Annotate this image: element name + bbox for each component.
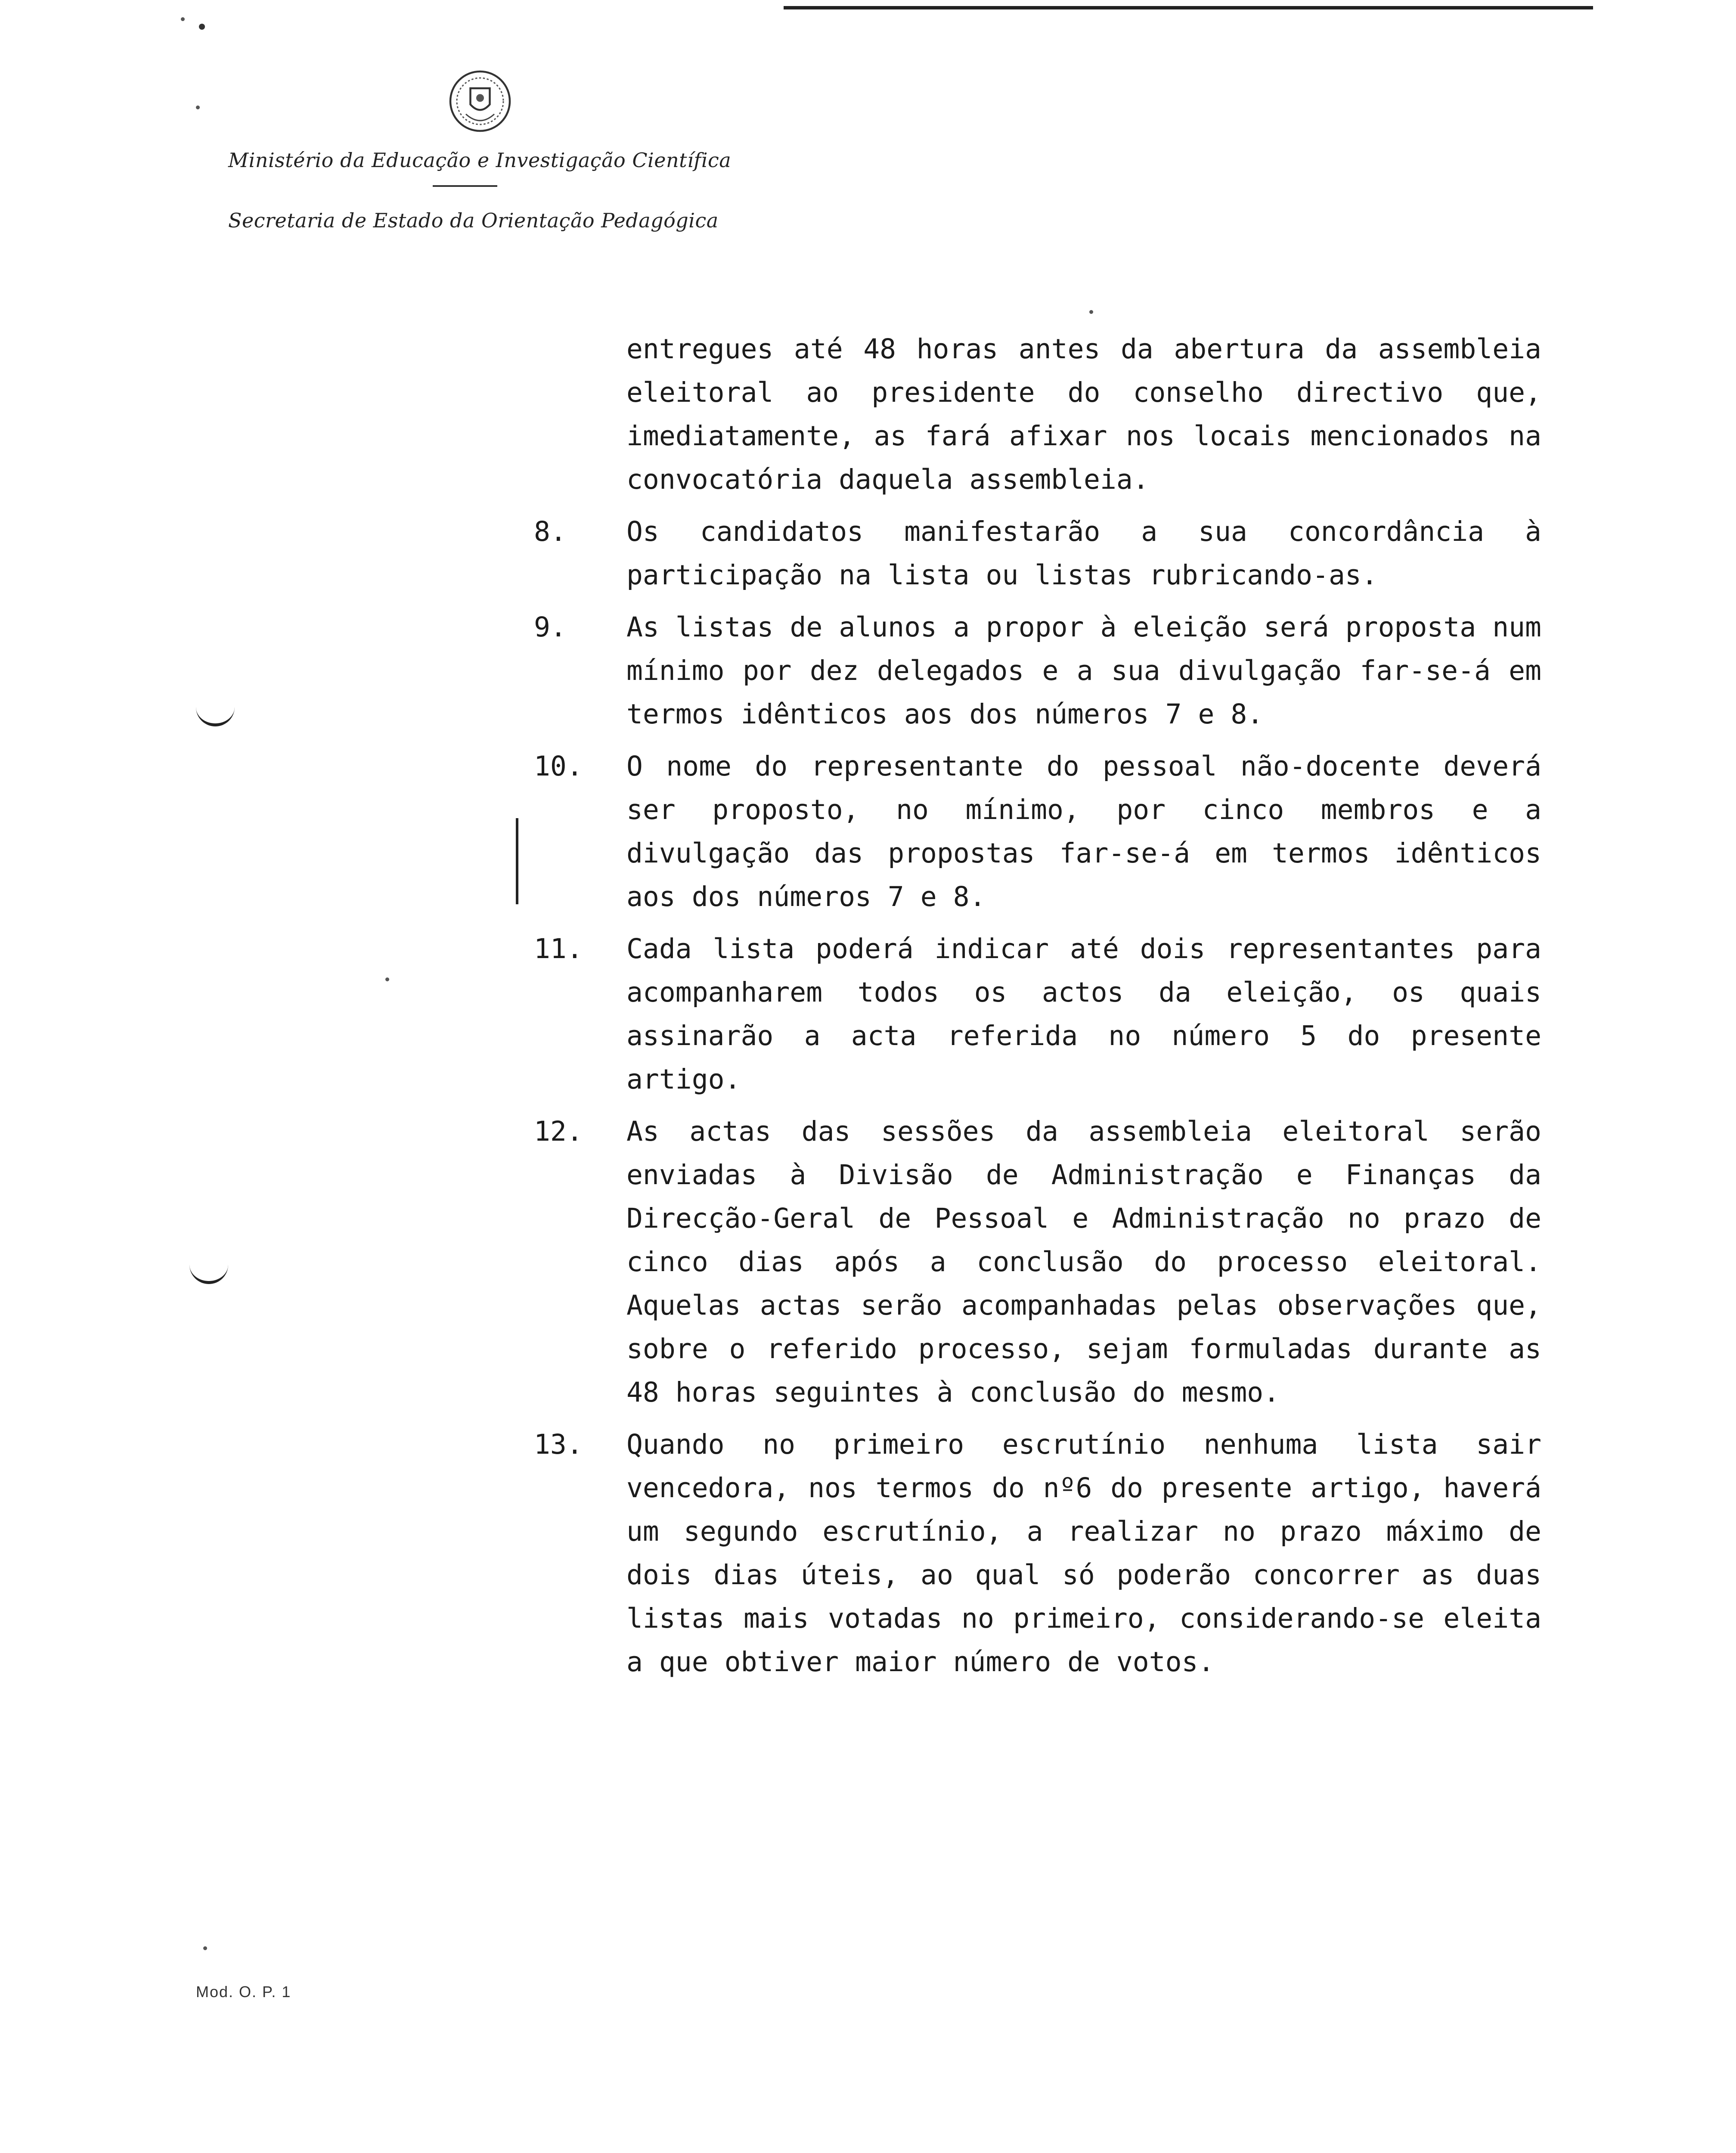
- paragraph-number: 13.: [534, 1429, 583, 1460]
- scan-speck: [385, 977, 389, 981]
- margin-bracket-mark: [196, 706, 235, 726]
- paragraph-text: Os candidatos manifestarão a sua concordância à participação na lista ou listas rubricando-as.: [626, 516, 1541, 591]
- scan-speck: [1089, 310, 1093, 314]
- paragraph-continuation: [534, 327, 1541, 501]
- scan-speck: [196, 105, 200, 109]
- coat-of-arms-seal-icon: [448, 69, 512, 133]
- paragraph-13: [534, 1423, 1541, 1684]
- paragraph-number: 8.: [534, 516, 567, 547]
- scan-speck: [199, 24, 205, 30]
- paragraph-number: 11.: [534, 933, 583, 965]
- paragraph-9: [534, 605, 1541, 736]
- header-divider: [433, 185, 497, 187]
- paragraph-12: [534, 1110, 1541, 1414]
- margin-vertical-mark: [516, 818, 518, 904]
- paragraph-11: [534, 927, 1541, 1101]
- paragraph-text: As actas das sessões da assembleia eleitoral serão enviadas à Divisão de Administração e Finanças da Direcção-Geral de Pessoal e Administração no prazo de cinco dias após a conclusão do processo eleitoral. Aquelas actas serão acompanhadas pelas observações que, sobre o referido processo, sejam formuladas durante as 48 horas seguintes à conclusão do mesmo.: [626, 1116, 1541, 1408]
- paragraph-number: 10.: [534, 751, 583, 782]
- document-body: [534, 327, 1541, 1692]
- paragraph-text: entregues até 48 horas antes da abertura da assembleia eleitoral ao presidente do conselho directivo que, imediatamente, as fará afixar nos locais mencionados na convocatória daquela assembleia.: [626, 333, 1541, 495]
- top-edge-rule: [784, 6, 1593, 9]
- paragraph-number: 12.: [534, 1116, 583, 1147]
- paragraph-number: 9.: [534, 611, 567, 643]
- margin-bracket-mark: [189, 1264, 228, 1284]
- scan-speck: [181, 17, 185, 21]
- form-code-footer: Mod. O. P. 1: [196, 1983, 291, 2001]
- paragraph-text: As listas de alunos a propor à eleição será proposta num mínimo por dez delegados e a sua divulgação far-se-á em termos idênticos aos dos números 7 e 8.: [626, 611, 1541, 730]
- scan-speck: [203, 1946, 207, 1950]
- paragraph-8: [534, 510, 1541, 597]
- paragraph-text: Cada lista poderá indicar até dois representantes para acompanharem todos os actos da eleição, os quais assinarão a acta referida no número 5 do presente artigo.: [626, 933, 1541, 1095]
- paragraph-10: [534, 745, 1541, 918]
- secretariat-heading: Secretaria de Estado da Orientação Pedagógica: [228, 209, 719, 232]
- paragraph-text: Quando no primeiro escrutínio nenhuma lista sair vencedora, nos termos do nº6 do presente artigo, haverá um segundo escrutínio, a realizar no prazo máximo de dois dias úteis, ao qual só poderão concorrer as duas listas mais votadas no primeiro, considerando-se eleita a que obtiver maior número de votos.: [626, 1429, 1541, 1678]
- paragraph-text: O nome do representante do pessoal não-docente deverá ser proposto, no mínimo, por cinco membros e a divulgação das propostas far-se-á em termos idênticos aos dos números 7 e 8.: [626, 751, 1541, 912]
- ministry-heading: Ministério da Educação e Investigação Científica: [228, 149, 732, 172]
